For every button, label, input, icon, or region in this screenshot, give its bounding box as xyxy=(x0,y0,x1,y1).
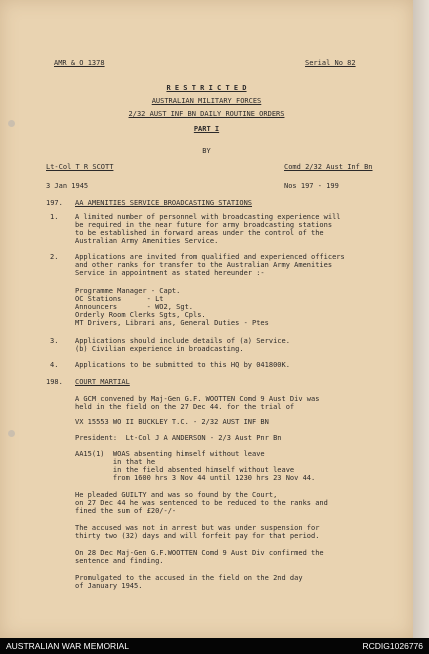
paragraph-line: of January 1945. xyxy=(75,582,143,590)
paragraph-line: A limited number of personnel with broadcasting experience will xyxy=(75,213,341,221)
command-title: Comd 2/32 Aust Inf Bn xyxy=(284,163,373,171)
appointment-line: OC Stations - Lt xyxy=(75,295,164,303)
paragraph-line: Service in appointment as stated hereunder :- xyxy=(75,269,265,277)
paragraph-line: to be established in forward areas under the control of the xyxy=(75,229,324,237)
restricted-marking: R E S T R I C T E D xyxy=(166,84,247,92)
item-number: 197. xyxy=(46,199,63,207)
charge-line: AA15(1) WOAS absenting himself without leave xyxy=(75,450,265,458)
order-numbers: Nos 197 - 199 xyxy=(284,182,339,190)
paragraph-line: fined the sum of £20/-/- xyxy=(75,507,177,515)
paragraph-line: On 28 Dec Maj-Gen G.F.WOOTTEN Comd 9 Aust Div confirmed the xyxy=(75,549,324,557)
by-label: BY xyxy=(202,147,211,155)
paragraph-line: be required in the near future for army broadcasting stations xyxy=(75,221,333,229)
paragraph-line: sentence and finding. xyxy=(75,557,164,565)
paragraph-line: and other ranks for transfer to the Australian Army Amenities xyxy=(75,261,333,269)
paragraph-line: (b) Civilian experience in broadcasting. xyxy=(75,345,244,353)
item-title: AA AMENITIES SERVICE BROADCASTING STATIONS xyxy=(75,199,253,207)
paragraph-line: Applications should include details of (a) Service. xyxy=(75,337,290,345)
paragraph-line: Applications are invited from qualified and experienced officers xyxy=(75,253,345,261)
paragraph-number: 1. xyxy=(50,213,59,221)
appointment-line: Programme Manager - Capt. xyxy=(75,287,181,295)
reference-number: AMR & O 1378 xyxy=(54,59,105,67)
forces-heading: AUSTRALIAN MILITARY FORCES xyxy=(151,97,262,105)
paragraph-line: The accused was not in arrest but was under suspension for xyxy=(75,524,320,532)
paragraph-number: 4. xyxy=(50,361,59,369)
appointment-line: MT Drivers, Librari ans, General Duties - Ptes xyxy=(75,319,269,327)
paragraph-line: on 27 Dec 44 he was sentenced to be reduced to the ranks and xyxy=(75,499,328,507)
archive-name: AUSTRALIAN WAR MEMORIAL xyxy=(6,641,129,651)
charge-line: from 1600 hrs 3 Nov 44 until 1230 hrs 23 Nov 44. xyxy=(75,474,316,482)
paragraph-number: 2. xyxy=(50,253,59,261)
serial-number: Serial No 82 xyxy=(305,59,356,67)
paragraph-line: thirty two (32) days and will forfeit pay for that period. xyxy=(75,532,320,540)
paragraph-line: Promulgated to the accused in the field on the 2nd day xyxy=(75,574,303,582)
item-number: 198. xyxy=(46,378,63,386)
orders-title: 2/32 AUST INF BN DAILY ROUTINE ORDERS xyxy=(128,110,285,118)
paragraph-line: A GCM convened by Maj-Gen G.F. WOOTTEN Comd 9 Aust Div was xyxy=(75,395,320,403)
appointment-line: Orderly Room Clerks Sgts, Cpls. xyxy=(75,311,206,319)
page-edge xyxy=(413,0,429,638)
commander-name: Lt-Col T R SCOTT xyxy=(46,163,114,171)
charge-line: in the field absented himself without leave xyxy=(75,466,295,474)
president-line: President: Lt-Col J A ANDERSON - 2/3 Aust Pnr Bn xyxy=(75,434,282,442)
item-title: COURT MARTIAL xyxy=(75,378,130,386)
paragraph-line: held in the field on the 27 Dec 44. for the trial of xyxy=(75,403,295,411)
appointment-line: Announcers - WO2, Sgt. xyxy=(75,303,194,311)
charge-line: in that he xyxy=(75,458,156,466)
paragraph-line: Applications to be submitted to this HQ by 041800K. xyxy=(75,361,290,369)
archive-id: RCDIG1026776 xyxy=(362,641,423,651)
archive-footer xyxy=(0,638,429,654)
paragraph-line: He pleaded GUILTY and was so found by the Court, xyxy=(75,491,278,499)
accused-line: VX 15553 WO II BUCKLEY T.C. - 2/32 AUST INF BN xyxy=(75,418,269,426)
order-date: 3 Jan 1945 xyxy=(46,182,89,190)
punch-hole xyxy=(8,430,15,437)
paragraph-line: Australian Army Amenities Service. xyxy=(75,237,219,245)
part-heading: PART I xyxy=(193,125,220,133)
paragraph-number: 3. xyxy=(50,337,59,345)
